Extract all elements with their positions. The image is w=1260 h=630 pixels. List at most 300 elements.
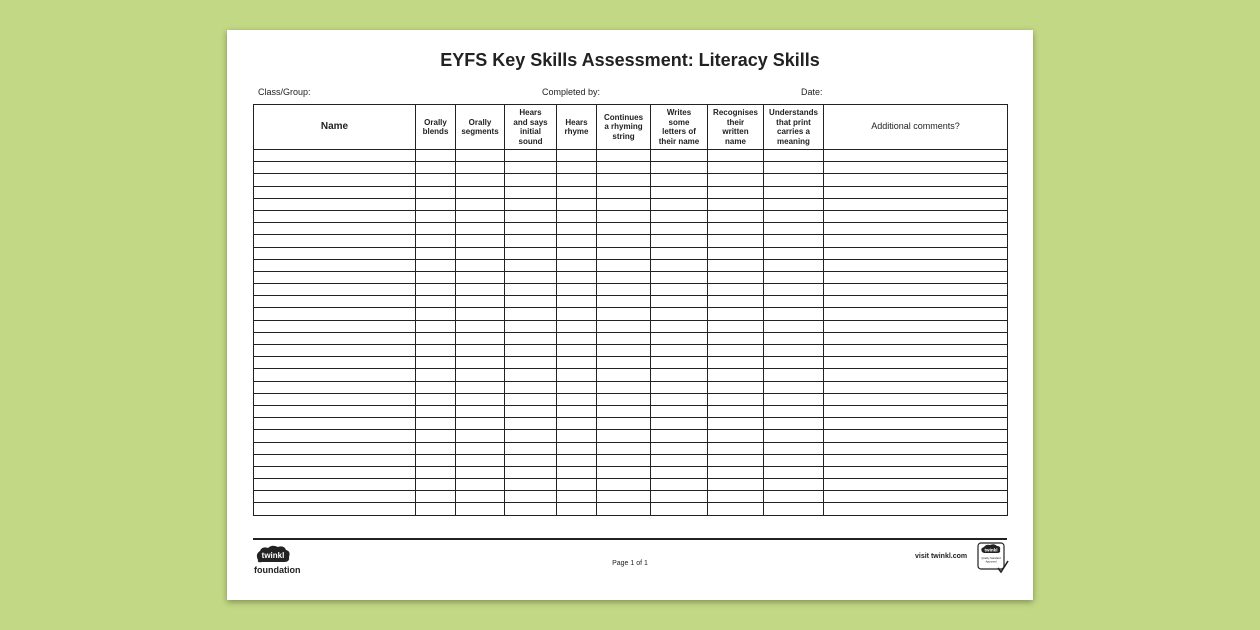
table-cell[interactable] (824, 466, 1008, 478)
table-cell[interactable] (557, 405, 597, 417)
table-cell[interactable] (254, 503, 416, 515)
table-cell[interactable] (505, 186, 557, 198)
table-cell[interactable] (254, 442, 416, 454)
table-cell[interactable] (456, 345, 505, 357)
table-cell[interactable] (456, 259, 505, 271)
table-cell[interactable] (416, 357, 456, 369)
table-cell[interactable] (651, 418, 708, 430)
table-cell[interactable] (416, 320, 456, 332)
table-cell[interactable] (456, 174, 505, 186)
table-cell[interactable] (708, 162, 764, 174)
table-cell[interactable] (651, 198, 708, 210)
table-cell[interactable] (597, 381, 651, 393)
table-cell[interactable] (824, 320, 1008, 332)
table-cell[interactable] (764, 210, 824, 222)
table-cell[interactable] (764, 405, 824, 417)
table-cell[interactable] (651, 174, 708, 186)
table-cell[interactable] (416, 198, 456, 210)
table-cell[interactable] (651, 430, 708, 442)
table-cell[interactable] (764, 162, 824, 174)
table-cell[interactable] (557, 296, 597, 308)
table-cell[interactable] (416, 259, 456, 271)
table-cell[interactable] (456, 186, 505, 198)
table-cell[interactable] (505, 223, 557, 235)
table-cell[interactable] (505, 466, 557, 478)
table-cell[interactable] (708, 308, 764, 320)
table-cell[interactable] (505, 454, 557, 466)
table-cell[interactable] (505, 430, 557, 442)
table-cell[interactable] (651, 162, 708, 174)
table-cell[interactable] (824, 198, 1008, 210)
table-cell[interactable] (416, 332, 456, 344)
table-cell[interactable] (824, 235, 1008, 247)
table-cell[interactable] (416, 345, 456, 357)
table-cell[interactable] (708, 503, 764, 515)
table-cell[interactable] (557, 503, 597, 515)
table-cell[interactable] (416, 247, 456, 259)
table-cell[interactable] (505, 198, 557, 210)
table-cell[interactable] (456, 503, 505, 515)
table-cell[interactable] (597, 259, 651, 271)
table-cell[interactable] (505, 369, 557, 381)
table-cell[interactable] (824, 454, 1008, 466)
table-cell[interactable] (254, 186, 416, 198)
table-cell[interactable] (416, 210, 456, 222)
table-cell[interactable] (708, 284, 764, 296)
table-cell[interactable] (254, 271, 416, 283)
table-cell[interactable] (505, 174, 557, 186)
table-cell[interactable] (456, 284, 505, 296)
table-cell[interactable] (651, 186, 708, 198)
table-cell[interactable] (651, 296, 708, 308)
table-cell[interactable] (557, 466, 597, 478)
table-cell[interactable] (557, 454, 597, 466)
table-cell[interactable] (651, 235, 708, 247)
table-cell[interactable] (557, 235, 597, 247)
table-cell[interactable] (597, 430, 651, 442)
table-cell[interactable] (597, 247, 651, 259)
table-cell[interactable] (597, 442, 651, 454)
table-cell[interactable] (505, 284, 557, 296)
table-cell[interactable] (416, 369, 456, 381)
table-cell[interactable] (651, 357, 708, 369)
table-cell[interactable] (824, 223, 1008, 235)
table-cell[interactable] (597, 466, 651, 478)
table-cell[interactable] (708, 174, 764, 186)
table-cell[interactable] (708, 466, 764, 478)
table-cell[interactable] (597, 503, 651, 515)
table-cell[interactable] (764, 345, 824, 357)
table-cell[interactable] (764, 466, 824, 478)
table-cell[interactable] (708, 235, 764, 247)
table-cell[interactable] (764, 223, 824, 235)
table-cell[interactable] (597, 332, 651, 344)
table-cell[interactable] (254, 369, 416, 381)
table-cell[interactable] (708, 320, 764, 332)
table-cell[interactable] (456, 308, 505, 320)
table-cell[interactable] (557, 393, 597, 405)
table-cell[interactable] (505, 210, 557, 222)
table-cell[interactable] (505, 296, 557, 308)
table-cell[interactable] (416, 162, 456, 174)
table-cell[interactable] (651, 393, 708, 405)
table-cell[interactable] (416, 150, 456, 162)
table-cell[interactable] (254, 223, 416, 235)
table-cell[interactable] (456, 271, 505, 283)
table-cell[interactable] (254, 332, 416, 344)
table-cell[interactable] (505, 150, 557, 162)
table-cell[interactable] (824, 271, 1008, 283)
table-cell[interactable] (651, 247, 708, 259)
table-cell[interactable] (708, 332, 764, 344)
table-cell[interactable] (764, 174, 824, 186)
table-cell[interactable] (708, 491, 764, 503)
table-cell[interactable] (708, 223, 764, 235)
table-cell[interactable] (416, 296, 456, 308)
table-cell[interactable] (597, 369, 651, 381)
table-cell[interactable] (764, 454, 824, 466)
table-cell[interactable] (557, 198, 597, 210)
table-cell[interactable] (764, 259, 824, 271)
table-cell[interactable] (416, 503, 456, 515)
table-cell[interactable] (764, 247, 824, 259)
table-cell[interactable] (557, 150, 597, 162)
table-cell[interactable] (824, 442, 1008, 454)
table-cell[interactable] (708, 369, 764, 381)
table-cell[interactable] (824, 284, 1008, 296)
table-cell[interactable] (824, 381, 1008, 393)
table-cell[interactable] (505, 479, 557, 491)
table-cell[interactable] (557, 381, 597, 393)
table-cell[interactable] (708, 345, 764, 357)
table-cell[interactable] (651, 442, 708, 454)
table-cell[interactable] (416, 284, 456, 296)
table-cell[interactable] (416, 442, 456, 454)
table-cell[interactable] (597, 479, 651, 491)
table-cell[interactable] (651, 466, 708, 478)
table-cell[interactable] (708, 442, 764, 454)
table-cell[interactable] (764, 271, 824, 283)
table-cell[interactable] (557, 357, 597, 369)
table-cell[interactable] (708, 393, 764, 405)
table-cell[interactable] (824, 150, 1008, 162)
table-cell[interactable] (416, 491, 456, 503)
table-cell[interactable] (824, 491, 1008, 503)
table-cell[interactable] (254, 479, 416, 491)
table-cell[interactable] (456, 454, 505, 466)
table-cell[interactable] (416, 186, 456, 198)
table-cell[interactable] (456, 210, 505, 222)
table-cell[interactable] (456, 442, 505, 454)
visit-link[interactable]: visit twinkl.com (915, 553, 968, 560)
table-cell[interactable] (456, 381, 505, 393)
table-cell[interactable] (764, 296, 824, 308)
table-cell[interactable] (416, 174, 456, 186)
table-cell[interactable] (416, 381, 456, 393)
table-cell[interactable] (456, 369, 505, 381)
table-cell[interactable] (651, 503, 708, 515)
table-cell[interactable] (456, 393, 505, 405)
table-cell[interactable] (456, 466, 505, 478)
table-cell[interactable] (764, 320, 824, 332)
table-cell[interactable] (557, 442, 597, 454)
table-cell[interactable] (456, 491, 505, 503)
table-cell[interactable] (824, 332, 1008, 344)
table-cell[interactable] (651, 150, 708, 162)
table-cell[interactable] (597, 320, 651, 332)
table-cell[interactable] (505, 345, 557, 357)
table-cell[interactable] (651, 479, 708, 491)
table-cell[interactable] (597, 308, 651, 320)
table-cell[interactable] (416, 418, 456, 430)
table-cell[interactable] (254, 418, 416, 430)
table-cell[interactable] (651, 284, 708, 296)
table-cell[interactable] (824, 357, 1008, 369)
table-cell[interactable] (505, 491, 557, 503)
table-cell[interactable] (651, 259, 708, 271)
table-cell[interactable] (254, 345, 416, 357)
table-cell[interactable] (824, 430, 1008, 442)
table-cell[interactable] (764, 150, 824, 162)
table-cell[interactable] (824, 296, 1008, 308)
table-cell[interactable] (651, 308, 708, 320)
table-cell[interactable] (254, 393, 416, 405)
table-cell[interactable] (764, 235, 824, 247)
table-cell[interactable] (708, 198, 764, 210)
table-cell[interactable] (597, 186, 651, 198)
table-cell[interactable] (505, 381, 557, 393)
table-cell[interactable] (557, 271, 597, 283)
table-cell[interactable] (597, 418, 651, 430)
table-cell[interactable] (764, 393, 824, 405)
table-cell[interactable] (708, 357, 764, 369)
table-cell[interactable] (254, 320, 416, 332)
table-cell[interactable] (254, 259, 416, 271)
table-cell[interactable] (708, 418, 764, 430)
table-cell[interactable] (651, 454, 708, 466)
table-cell[interactable] (651, 271, 708, 283)
table-cell[interactable] (824, 210, 1008, 222)
table-cell[interactable] (557, 479, 597, 491)
table-cell[interactable] (557, 284, 597, 296)
table-cell[interactable] (597, 345, 651, 357)
table-cell[interactable] (597, 296, 651, 308)
table-cell[interactable] (824, 308, 1008, 320)
table-cell[interactable] (557, 491, 597, 503)
table-cell[interactable] (824, 405, 1008, 417)
table-cell[interactable] (505, 357, 557, 369)
table-cell[interactable] (708, 247, 764, 259)
table-cell[interactable] (505, 442, 557, 454)
table-cell[interactable] (824, 345, 1008, 357)
table-cell[interactable] (597, 174, 651, 186)
table-cell[interactable] (254, 466, 416, 478)
table-cell[interactable] (557, 308, 597, 320)
table-cell[interactable] (505, 247, 557, 259)
table-cell[interactable] (597, 223, 651, 235)
table-cell[interactable] (557, 259, 597, 271)
table-cell[interactable] (708, 454, 764, 466)
table-cell[interactable] (254, 381, 416, 393)
table-cell[interactable] (651, 345, 708, 357)
table-cell[interactable] (708, 210, 764, 222)
table-cell[interactable] (456, 405, 505, 417)
table-cell[interactable] (254, 198, 416, 210)
table-cell[interactable] (764, 308, 824, 320)
table-cell[interactable] (708, 259, 764, 271)
table-cell[interactable] (557, 210, 597, 222)
table-cell[interactable] (505, 271, 557, 283)
table-cell[interactable] (254, 454, 416, 466)
table-cell[interactable] (254, 430, 416, 442)
table-cell[interactable] (764, 357, 824, 369)
table-cell[interactable] (708, 186, 764, 198)
table-cell[interactable] (456, 223, 505, 235)
table-cell[interactable] (597, 405, 651, 417)
table-cell[interactable] (597, 235, 651, 247)
table-cell[interactable] (254, 210, 416, 222)
table-cell[interactable] (651, 381, 708, 393)
table-cell[interactable] (456, 150, 505, 162)
table-cell[interactable] (651, 210, 708, 222)
table-cell[interactable] (456, 357, 505, 369)
table-cell[interactable] (764, 198, 824, 210)
table-cell[interactable] (597, 284, 651, 296)
table-cell[interactable] (505, 332, 557, 344)
table-cell[interactable] (557, 430, 597, 442)
table-cell[interactable] (651, 405, 708, 417)
table-cell[interactable] (557, 320, 597, 332)
table-cell[interactable] (708, 381, 764, 393)
table-cell[interactable] (708, 430, 764, 442)
table-cell[interactable] (597, 210, 651, 222)
table-cell[interactable] (597, 162, 651, 174)
table-cell[interactable] (597, 454, 651, 466)
table-cell[interactable] (416, 479, 456, 491)
table-cell[interactable] (764, 186, 824, 198)
table-cell[interactable] (651, 332, 708, 344)
table-cell[interactable] (254, 405, 416, 417)
table-cell[interactable] (824, 247, 1008, 259)
table-cell[interactable] (708, 479, 764, 491)
table-cell[interactable] (651, 369, 708, 381)
table-cell[interactable] (505, 503, 557, 515)
table-cell[interactable] (254, 491, 416, 503)
table-cell[interactable] (456, 320, 505, 332)
table-cell[interactable] (254, 308, 416, 320)
table-cell[interactable] (764, 442, 824, 454)
table-cell[interactable] (764, 479, 824, 491)
table-cell[interactable] (505, 405, 557, 417)
table-cell[interactable] (416, 454, 456, 466)
table-cell[interactable] (764, 381, 824, 393)
table-cell[interactable] (416, 223, 456, 235)
table-cell[interactable] (254, 284, 416, 296)
table-cell[interactable] (505, 418, 557, 430)
table-cell[interactable] (456, 332, 505, 344)
table-cell[interactable] (764, 332, 824, 344)
table-cell[interactable] (505, 308, 557, 320)
table-cell[interactable] (824, 418, 1008, 430)
table-cell[interactable] (764, 418, 824, 430)
table-cell[interactable] (254, 235, 416, 247)
table-cell[interactable] (764, 430, 824, 442)
table-cell[interactable] (254, 247, 416, 259)
table-cell[interactable] (416, 405, 456, 417)
table-cell[interactable] (416, 430, 456, 442)
table-cell[interactable] (824, 369, 1008, 381)
table-cell[interactable] (824, 162, 1008, 174)
table-cell[interactable] (597, 198, 651, 210)
table-cell[interactable] (824, 479, 1008, 491)
table-cell[interactable] (824, 174, 1008, 186)
table-cell[interactable] (254, 357, 416, 369)
table-cell[interactable] (824, 259, 1008, 271)
table-cell[interactable] (254, 174, 416, 186)
table-cell[interactable] (557, 162, 597, 174)
table-cell[interactable] (764, 284, 824, 296)
table-cell[interactable] (557, 223, 597, 235)
table-cell[interactable] (597, 393, 651, 405)
table-cell[interactable] (505, 393, 557, 405)
table-cell[interactable] (456, 418, 505, 430)
table-cell[interactable] (456, 198, 505, 210)
table-cell[interactable] (416, 393, 456, 405)
table-cell[interactable] (557, 345, 597, 357)
table-cell[interactable] (824, 393, 1008, 405)
table-cell[interactable] (708, 150, 764, 162)
table-cell[interactable] (456, 430, 505, 442)
table-cell[interactable] (505, 259, 557, 271)
table-cell[interactable] (254, 162, 416, 174)
table-cell[interactable] (764, 503, 824, 515)
table-cell[interactable] (764, 491, 824, 503)
table-cell[interactable] (824, 503, 1008, 515)
table-cell[interactable] (416, 308, 456, 320)
table-cell[interactable] (764, 369, 824, 381)
table-cell[interactable] (505, 320, 557, 332)
table-cell[interactable] (505, 162, 557, 174)
table-cell[interactable] (651, 320, 708, 332)
table-cell[interactable] (557, 174, 597, 186)
table-cell[interactable] (456, 235, 505, 247)
table-cell[interactable] (708, 405, 764, 417)
table-cell[interactable] (651, 491, 708, 503)
table-cell[interactable] (597, 271, 651, 283)
table-cell[interactable] (456, 247, 505, 259)
table-cell[interactable] (824, 186, 1008, 198)
table-cell[interactable] (254, 296, 416, 308)
table-cell[interactable] (708, 296, 764, 308)
table-cell[interactable] (416, 235, 456, 247)
table-cell[interactable] (597, 357, 651, 369)
table-cell[interactable] (557, 332, 597, 344)
table-cell[interactable] (597, 491, 651, 503)
table-cell[interactable] (416, 466, 456, 478)
table-cell[interactable] (557, 369, 597, 381)
table-cell[interactable] (416, 271, 456, 283)
table-cell[interactable] (708, 271, 764, 283)
table-cell[interactable] (557, 186, 597, 198)
table-cell[interactable] (597, 150, 651, 162)
table-cell[interactable] (456, 479, 505, 491)
table-cell[interactable] (557, 247, 597, 259)
table-cell[interactable] (456, 296, 505, 308)
table-cell[interactable] (254, 150, 416, 162)
table-cell[interactable] (557, 418, 597, 430)
table-cell[interactable] (456, 162, 505, 174)
table-cell[interactable] (651, 223, 708, 235)
